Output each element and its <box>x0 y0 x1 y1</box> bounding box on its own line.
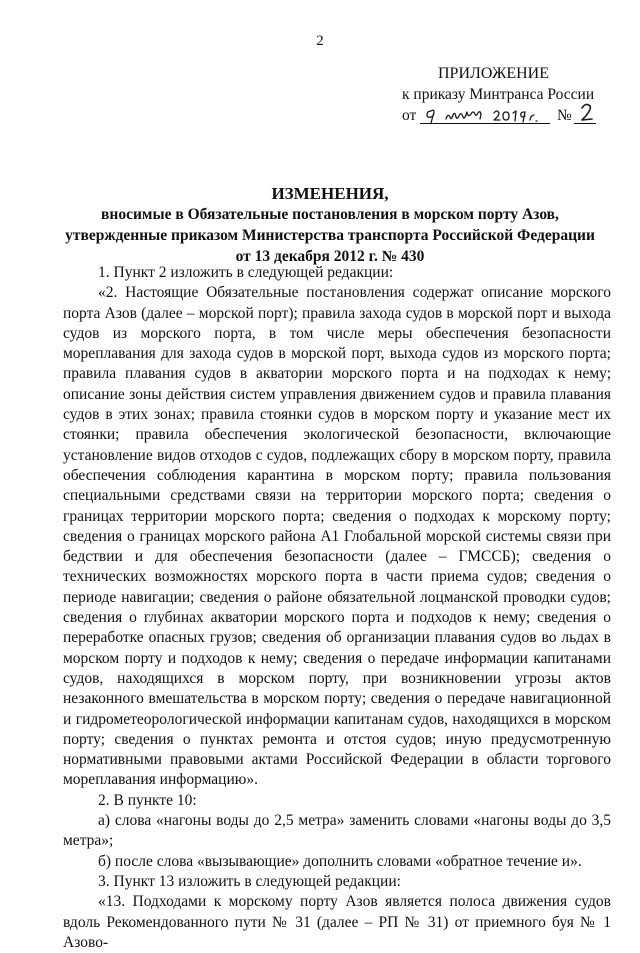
appendix-order-line: к приказу Минтранса России <box>402 86 595 103</box>
paragraph: «2. Настоящие Обязательные постановления содержат описание морского порта Азов (далее – морской порт); правила захода судов в морской порт и выхода судов из морского порта, в том числе меры обеспечения безопасности мореплавания для захода судов в морской порт, выхода судов из морского порта; правила плавания судов в акватории морского порта и на подходах к нему; описание зоны действия систем управления движением судов и правила плавания судов в этих зонах; правила стоянки судов в морском порту и указание мест их стоянки; правила обеспечения экологической безопасности, включающие установление видов отходов с судов, подлежащих сбору в морском порту, правила обеспечения соблюдения карантина в морском порту; правила пользования специальными средствами связи на территории морского порта; сведения о границах территории морского порта; сведения о подходах к морскому порту; сведения о границах морского района А1 Глобальной морской системы связи при бедствии и для обеспечения безопасности (далее – ГМССБ); сведения о технических возможностях морского порта в части приема судов; сведения о периоде навигации; сведения о районе обязательной лоцманской проводки судов; сведения о глубинах акватории морского порта и подходов к нему; сведения о переработке опасных грузов; сведения об организации плавания судов во льдах в морском порту и подходов к нему; сведения о передаче информации капитанами судов, находящихся в морском порту, при возникновении угрозы актов незаконного вмешательства в морском порту; сведения о передаче навигационной и гидрометеорологической информации капитанам судов, находящихся в морском порту; сведения о пунктах ремонта и отстоя судов; иную предусмотренную нормативными правовыми актами Российской Федерации в области торгового мореплавания информацию». <box>63 284 611 789</box>
heading-line-3: от 13 декабря 2012 г. № 430 <box>235 248 425 265</box>
paragraph: 2. В пункте 10: <box>98 791 197 809</box>
paragraph: 1. Пункт 2 изложить в следующей редакции: <box>98 264 394 281</box>
paragraph: 3. Пункт 13 изложить в следующей редакции: <box>98 872 401 890</box>
appendix-title: ПРИЛОЖЕНИЕ <box>438 65 550 82</box>
heading-line-1: вносимые в Обязательные постановления в морском порту Азов, <box>101 206 559 223</box>
document-heading <box>40 183 620 267</box>
handwritten-number <box>577 99 599 125</box>
from-label: от <box>402 107 417 124</box>
appendix-block <box>402 63 622 127</box>
paragraph: «13. Подходами к морскому порту Азов является полоса движения судов вдоль Рекомендованного пути № 31 (далее – РП № 31) от приемного буя № 1 Азово- <box>63 893 611 951</box>
paragraph: б) после слова «вызывающие» дополнить словами «обратное течение и». <box>98 852 582 870</box>
appendix-reference-line <box>402 105 622 127</box>
number-label: № <box>557 107 572 124</box>
page-number: 2 <box>316 33 324 49</box>
paragraph: а) слова «нагоны воды до 2,5 метра» заменить словами «нагоны воды до 3,5 метра»; <box>63 812 611 850</box>
heading-title: ИЗМЕНЕНИЯ, <box>271 184 389 203</box>
handwritten-date <box>422 103 552 125</box>
document-body <box>63 263 611 953</box>
heading-line-2: утвержденные приказом Министерства транспорта Российской Федерации <box>65 227 595 244</box>
